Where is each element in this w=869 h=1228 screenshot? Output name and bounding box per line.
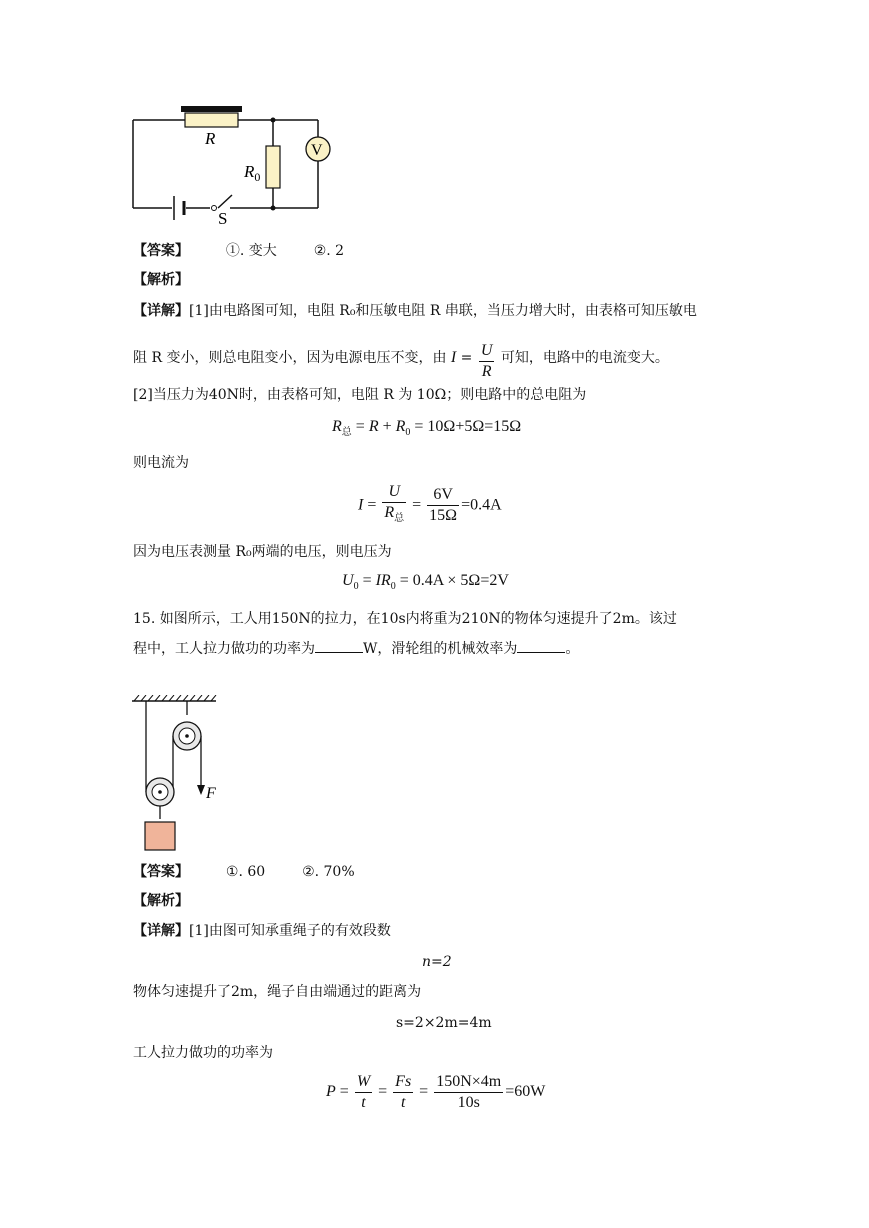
power-label: 工人拉力做功的功率为 bbox=[133, 1045, 273, 1061]
label-r0: R bbox=[244, 162, 255, 181]
detail-line-15-1: 【详解】[1]由图可知承重绳子的有效段数 bbox=[133, 923, 391, 939]
detail-line-14-3: [2]当压力为40N时，由表格可知，电阻 R 为 10Ω；则电路中的总电阻为 bbox=[133, 387, 587, 403]
question-15-line2: 程中，工人拉力做功的功率为 W，滑轮组的机械效率为 。 bbox=[133, 638, 579, 659]
answer-15-part2: ②. 70% bbox=[302, 864, 355, 880]
force-arrow bbox=[197, 785, 205, 795]
answer-line-15: 【答案】 ①. 60 ②. 70% bbox=[133, 864, 355, 880]
blank-power[interactable] bbox=[315, 638, 363, 653]
analysis-tag-14: 【解析】 bbox=[133, 272, 189, 288]
answer-15-part1: ①. 60 bbox=[225, 864, 266, 880]
answer-line-14: 【答案】 ①. 变大 ②. 2 bbox=[133, 243, 345, 259]
detail-line-14-1: 【详解】[1]由电路图可知，电阻 R₀和压敏电阻 R 串联，当压力增大时，由表格可知压敏电 bbox=[133, 303, 697, 319]
equation-current: I = $\frac{U}{R_总}$ = $\frac{6V}{15\Omega}$ =0.4A bbox=[358, 483, 502, 525]
answer-14-part2: ②. 2 bbox=[313, 243, 345, 259]
equation-total-resistance: $R_总 = R + R_0 = 10\Omega+5\Omega=15\Omega$ bbox=[332, 418, 522, 439]
blank-efficiency[interactable] bbox=[517, 638, 565, 653]
answer-14-part1: ①. 变大 bbox=[225, 243, 277, 259]
distance-label: 物体匀速提升了2m，绳子自由端通过的距离为 bbox=[133, 984, 422, 1000]
pressure-sensor-bar bbox=[181, 106, 242, 112]
analysis-tag-15: 【解析】 bbox=[133, 893, 189, 909]
force-label: F bbox=[206, 785, 216, 802]
resistor-r0 bbox=[266, 146, 280, 188]
label-s: S bbox=[218, 209, 228, 228]
svg-text:R0 bbox=[243, 162, 260, 184]
resistor-r bbox=[185, 113, 238, 127]
label-v: V bbox=[311, 142, 323, 159]
label-r: R bbox=[205, 129, 216, 148]
pulley-diagram bbox=[128, 695, 228, 855]
circuit-diagram bbox=[128, 100, 338, 230]
equation-power: P = $\frac{W}{t}$ = $\frac{Fs}{t}$ = $\frac{150N\times 4m}{10s}$ =60W bbox=[326, 1073, 546, 1111]
detail-line-14-2: 阻 R 变小，则总电阻变小，因为电源电压不变，由 I = $\frac{U}{R}$ 可知，电路中的电流变大。 bbox=[133, 342, 669, 380]
current-label: 则电流为 bbox=[133, 455, 189, 471]
question-15-line1: 15. 如图所示，工人用150N的拉力，在10s内将重为210N的物体匀速提升了2m。该过 bbox=[133, 611, 677, 627]
equation-voltage: $U_0 = IR_0 = 0.4A \times 5\Omega=2V$ bbox=[342, 572, 509, 593]
equation-s: s=2×2m=4m bbox=[396, 1015, 492, 1031]
voltage-label: 因为电压表测量 R₀两端的电压，则电压为 bbox=[133, 544, 392, 560]
equation-n: n=2 bbox=[422, 954, 452, 970]
load-block bbox=[145, 822, 175, 850]
label-r0-sub: 0 bbox=[254, 170, 261, 184]
